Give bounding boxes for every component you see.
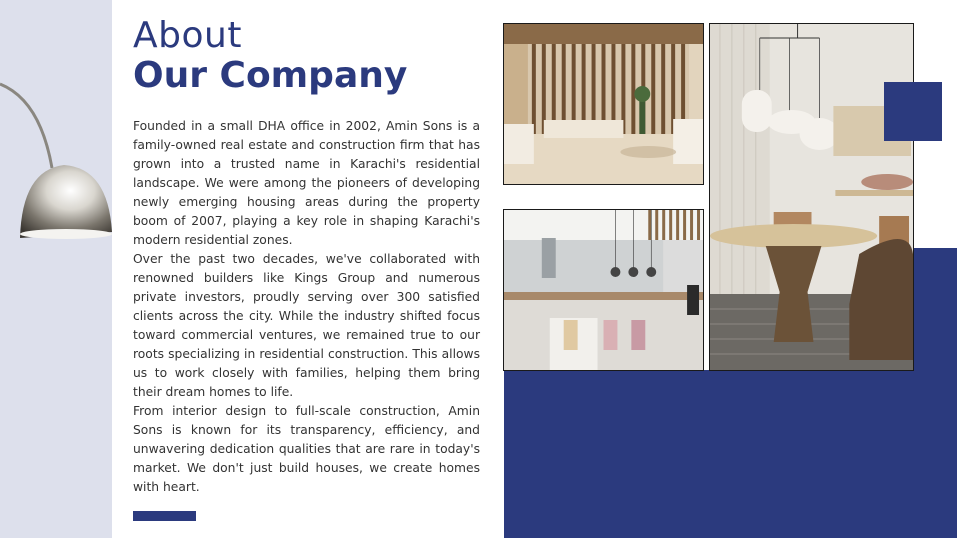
navy-square-accent (884, 82, 942, 141)
navy-block-right (913, 248, 957, 370)
heading-about: About (133, 15, 242, 56)
photo-living-room (503, 23, 704, 185)
paragraph-collaborations: Over the past two decades, we've collaborated with renowned builders like Kings Group and numerous private investors, proudly serving over 300 satisfied clients across the city. While the industry shifted focus toward commercial ventures, we remained true to our roots specializing in residential construction. This allows us to work closely with families, helping them bring their dream homes to life. (133, 252, 480, 399)
paragraph-history: Founded in a small DHA office in 2002, Amin Sons is a family-owned real estate and construction firm that has grown into a trusted name in Karachi's residential landscape. We were among the pioneers of developing newly emerging housing areas during the property boom of 2007, playing a key role in shaping Karachi's modern residential zones. (133, 119, 480, 247)
navy-block-bottom (504, 370, 957, 538)
paragraph-values: From interior design to full-scale construction, Amin Sons is known for its transparency, efficiency, and unwavering dedication qualities that are rare in today's market. We don't just build houses, we create homes with heart. (133, 404, 480, 494)
arc-lamp-illustration (0, 0, 120, 250)
accent-bar (133, 511, 196, 521)
photo-dining-nook (709, 23, 914, 371)
heading-our-company: Our Company (133, 55, 408, 96)
company-description (133, 117, 480, 497)
photo-kitchen (503, 209, 704, 371)
